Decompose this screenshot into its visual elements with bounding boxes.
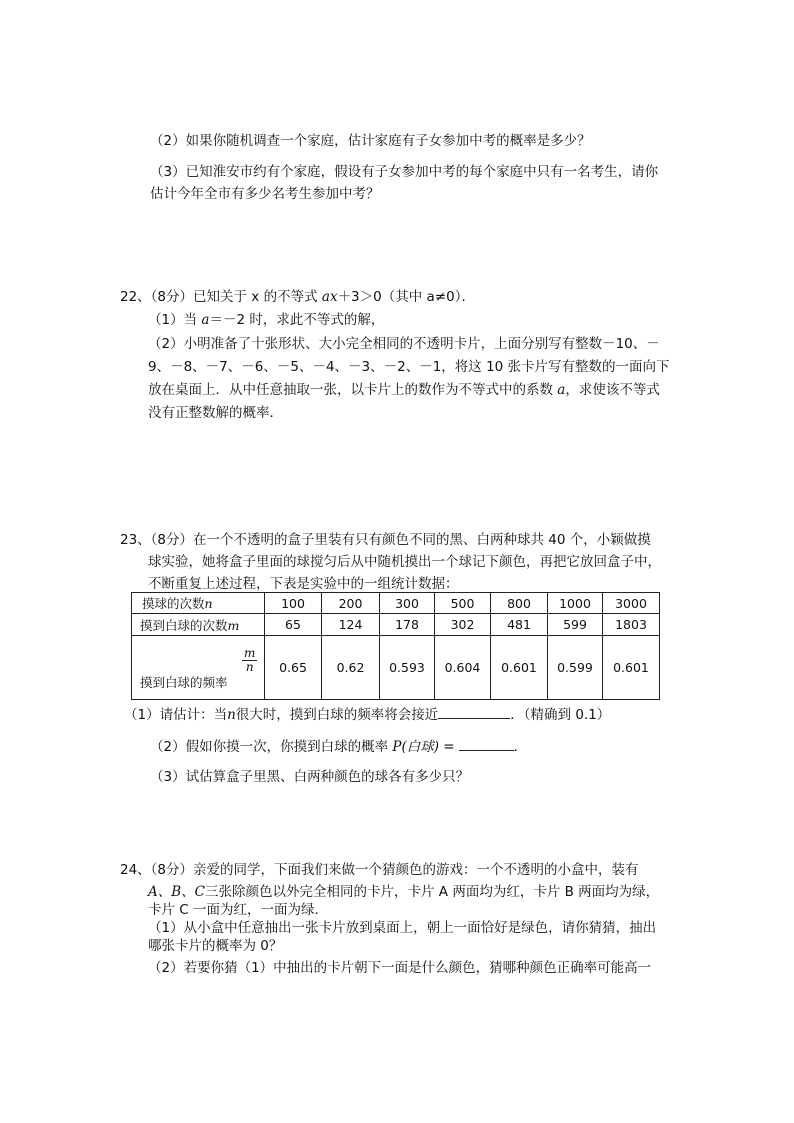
q24-part1-line2: 哪张卡片的概率为 0？ xyxy=(148,938,283,954)
q22-stem xyxy=(120,288,475,306)
table-cell: 1803 xyxy=(603,614,660,636)
table-cell: 178 xyxy=(380,614,435,636)
table-cell: 300 xyxy=(380,593,435,614)
q22-part2-line1: （2）小明准备了十张形状、大小完全相同的不透明卡片，上面分别写有整数－10、－ xyxy=(148,336,660,352)
answer-blank[interactable] xyxy=(438,704,510,719)
table-cell: 0.601 xyxy=(491,636,548,700)
table-row-white-frequency xyxy=(132,636,660,700)
row-label-draws-var: n xyxy=(204,596,213,611)
fraction-numerator: m xyxy=(244,646,256,660)
fraction-denominator: n xyxy=(245,660,254,674)
q24-card-names: A、B、C xyxy=(148,884,205,900)
q22-part1-var: a xyxy=(201,312,210,328)
q22-part2-line3 xyxy=(148,381,660,399)
table-cell: 302 xyxy=(435,614,491,636)
q22-part2-line3-pre: 放在桌面上．从中任意抽取一张，以卡片上的数作为不等式中的系数 xyxy=(148,382,558,398)
q22-part2-line2: 9、－8、－7、－6、－5、－4、－3、－2、－1，将这 10 张卡片写有整数的一面向下 xyxy=(148,359,670,375)
table-cell: 124 xyxy=(322,614,380,636)
q21-part3-line1: （3）已知淮安市约有个家庭，假设有子女参加中考的每个家庭中只有一名考生，请你 xyxy=(150,164,659,180)
table-cell: 481 xyxy=(491,614,548,636)
q24-line3: 卡片 C 一面为红，一面为绿． xyxy=(148,902,329,918)
q22-part2-line3-var: a xyxy=(557,382,566,398)
table-cell: 0.601 xyxy=(603,636,660,700)
answer-blank[interactable] xyxy=(459,736,514,751)
q22-inequality-var: ax xyxy=(321,289,338,305)
q22-part1-pre: （1）当 xyxy=(148,312,202,328)
q23-part1-var: n xyxy=(227,707,236,723)
table-cell: 200 xyxy=(322,593,380,614)
table-cell: 3000 xyxy=(603,593,660,614)
table-row-draws xyxy=(132,593,660,614)
q23-line2: 球实验，她将盒子里面的球搅匀后从中随机摸出一个球记下颜色，再把它放回盒子中， xyxy=(148,554,661,570)
q23-part3: （3）试估算盒子里黑、白两种颜色的球各有多少只？ xyxy=(150,769,470,785)
q22-part2-line3-post: ，求使该不等式 xyxy=(565,382,660,398)
table-cell: 0.62 xyxy=(322,636,380,700)
table-cell: 599 xyxy=(548,614,603,636)
table-cell: 0.593 xyxy=(380,636,435,700)
q24-part2-line1: （2）若要你猜（1）中抽出的卡片朝下一面是什么颜色，猜哪种颜色正确率可能高一 xyxy=(148,960,652,976)
table-cell: 65 xyxy=(265,614,322,636)
row-label-white-count-text: 摸到白球的次数 xyxy=(140,617,228,633)
table-cell: 100 xyxy=(265,593,322,614)
q22-part1-post: ＝－2 时，求此不等式的解， xyxy=(209,312,385,328)
q23-part1-post: ．（精确到 0.1） xyxy=(510,707,611,723)
q24-line2-rest: 三张除颜色以外完全相同的卡片，卡片 A 两面均为红，卡片 B 两面均为绿， xyxy=(205,884,660,900)
q23-part1-pre: （1）请估计：当 xyxy=(124,707,228,723)
row-label-white-frequency xyxy=(132,636,265,700)
q23-part2-post: ． xyxy=(513,739,528,755)
q23-line1: 23、（8分）在一个不透明的盒子里装有只有颜色不同的黑、白两种球共 40 个，小颖做摸 xyxy=(120,532,651,548)
q21-part2: （2）如果你随机调查一个家庭，估计家庭有子女参加中考的概率是多少？ xyxy=(150,133,591,149)
row-label-white-count-var: m xyxy=(227,617,240,633)
table-cell: 0.604 xyxy=(435,636,491,700)
row-label-draws xyxy=(132,593,265,614)
q24-line2 xyxy=(148,883,659,901)
q24-part1-line1: （1）从小盒中任意抽出一张卡片放到桌面上，朝上一面恰好是绿色，请你猜猜，抽出 xyxy=(148,920,657,936)
q23-part1 xyxy=(124,704,610,724)
q22-number: 22、（8分）已知关于 x 的不等式 xyxy=(120,289,322,305)
table-cell: 0.599 xyxy=(548,636,603,700)
table-cell: 1000 xyxy=(548,593,603,614)
experiment-table xyxy=(131,592,660,700)
table-cell: 500 xyxy=(435,593,491,614)
table-cell: 800 xyxy=(491,593,548,614)
q22-inequality-rest: ＋3＞0（其中 a≠0）． xyxy=(337,289,475,305)
frequency-fraction xyxy=(242,647,257,674)
table-row-white-count xyxy=(132,614,660,636)
row-label-draws-text: 摸球的次数 xyxy=(142,596,205,611)
q23-part2-pre: （2）假如你摸一次，你摸到白球的概率 xyxy=(150,739,393,755)
q22-part1 xyxy=(148,311,384,329)
q24-line1: 24、（8分）亲爱的同学，下面我们来做一个猜颜色的游戏：一个不透明的小盒中，装有 xyxy=(120,862,639,878)
q23-part2-expr: P(白球) = xyxy=(392,739,455,755)
q23-line3: 不断重复上述过程，下表是实验中的一组统计数据： xyxy=(148,576,459,592)
q22-part2-line4: 没有正整数解的概率． xyxy=(148,405,283,421)
q21-part3-line2: 估计今年全市有多少名考生参加中考？ xyxy=(150,186,380,202)
row-label-white-frequency-text: 摸到白球的频率 xyxy=(140,675,228,690)
table-cell: 0.65 xyxy=(265,636,322,700)
q23-part2 xyxy=(150,736,527,756)
q23-part1-mid: 很大时，摸到白球的频率将会接近 xyxy=(235,707,439,723)
row-label-white-count xyxy=(132,614,265,636)
